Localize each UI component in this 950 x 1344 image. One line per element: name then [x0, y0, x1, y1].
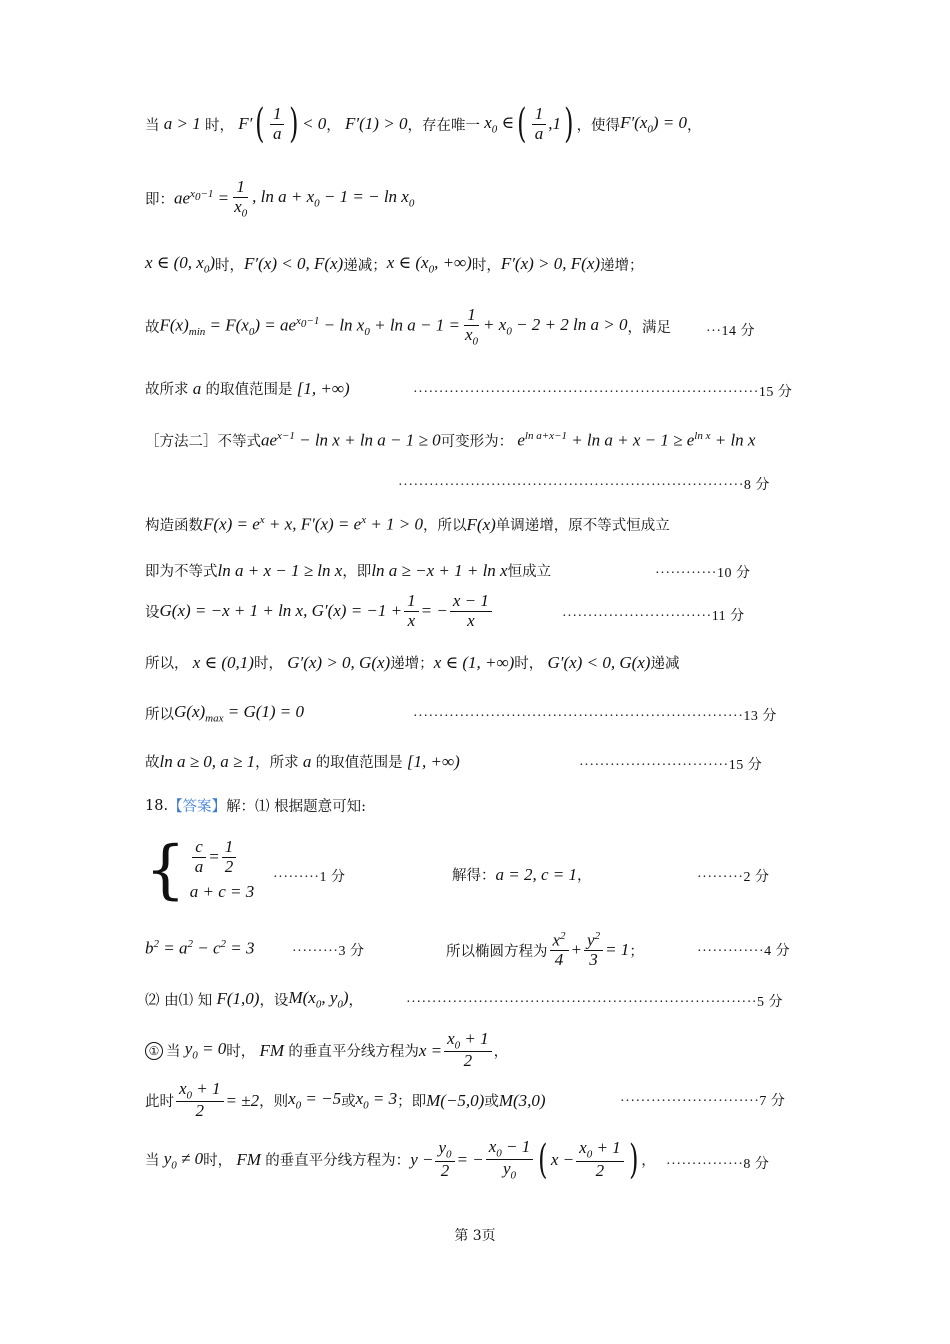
- math: $y_0 \ne 0$: [159, 1148, 204, 1172]
- math: $ae^{x_0-1}$ =: [174, 188, 230, 208]
- paren: (: [255, 101, 265, 147]
- math: FM: [255, 1040, 289, 1060]
- fraction: $\frac{1}{x_0}$: [464, 305, 479, 348]
- line-1: [145, 101, 702, 147]
- line-17: [145, 1030, 508, 1071]
- paren: (: [517, 101, 527, 147]
- math: $G(x)_{max} = G(1) = 0$: [174, 702, 305, 725]
- line-9: [145, 592, 494, 630]
- math: FM: [232, 1149, 266, 1169]
- math: ln a ≥ −x + 1 + ln x: [371, 560, 508, 580]
- fraction: $\frac{1}{a}$: [532, 105, 547, 143]
- math: +: [570, 940, 583, 960]
- text: ，所求: [255, 755, 299, 771]
- math: F′: [233, 114, 253, 133]
- text: ［方法二］不等式: [145, 434, 261, 450]
- fraction: $\frac{x_0 - 1}{y_0}$: [486, 1138, 534, 1182]
- line-2: [145, 178, 414, 219]
- math: $y_0 = 0$: [180, 1039, 227, 1062]
- comma: ，: [577, 868, 592, 884]
- math: x ∈ (1, +∞): [433, 652, 515, 672]
- math: $F(x) = e^x + x$, $F'(x) = e^x + 1 > 0$: [203, 514, 424, 534]
- text: ，所以: [423, 518, 467, 534]
- text: 故: [145, 320, 160, 337]
- score-marker: ············10 分: [655, 566, 751, 581]
- line-3: [145, 253, 644, 275]
- text: 当: [145, 117, 160, 134]
- text: 时，: [514, 656, 544, 672]
- math: ln a + x − 1 ≥ ln x: [217, 560, 343, 580]
- math: x −: [550, 1149, 575, 1169]
- line-7: [145, 514, 670, 535]
- score-marker: ···································································15 分: [413, 385, 793, 400]
- math: F′(x) > 0, F(x): [500, 254, 601, 274]
- line-11: [145, 702, 304, 724]
- text: 递增；: [600, 257, 644, 274]
- text: 递增；: [390, 656, 434, 672]
- fraction: $\frac{1}{2}$: [222, 838, 237, 876]
- line-8: [145, 560, 551, 581]
- fraction: $\frac{x^2}{4}$: [550, 930, 569, 970]
- system-row: [190, 838, 255, 876]
- text: 的取值范围是: [315, 755, 403, 771]
- text: ，: [641, 1153, 656, 1170]
- text: 即：: [145, 192, 174, 209]
- line-19: [145, 1138, 656, 1182]
- text: 即为不等式: [145, 564, 218, 580]
- line-5: [145, 378, 350, 399]
- text: ，满足: [627, 320, 671, 337]
- equation-system: [145, 833, 255, 908]
- math: M(−5,0): [426, 1090, 485, 1110]
- math: a = 2, c = 1: [495, 864, 577, 884]
- score-marker: ·············4 分: [697, 944, 791, 959]
- text: 时，: [204, 117, 234, 134]
- math: =: [208, 847, 220, 867]
- math: ,1: [548, 114, 561, 133]
- math: = −: [420, 601, 448, 621]
- line-12: [145, 751, 460, 772]
- text: 当: [145, 1153, 160, 1170]
- math: $x_0 = -5$: [288, 1089, 342, 1112]
- math: $x_0 = 3$: [355, 1089, 398, 1112]
- fraction: $\frac{x_0 + 1}{2}$: [444, 1030, 492, 1071]
- math: $F'(x_0) = 0$: [620, 112, 688, 136]
- text: 时，: [203, 1153, 233, 1170]
- paren: ): [289, 101, 299, 147]
- score-marker: ·········2 分: [697, 870, 770, 885]
- math: = 1: [605, 940, 630, 960]
- math: $b^2 = a^2 - c^2 = 3$: [145, 938, 255, 958]
- math: $e^{ln a+x-1} + \ln a + x - 1 \ge e^{ln x} + \ln x$: [513, 430, 756, 450]
- math: [1, +∞): [292, 378, 350, 398]
- text: ，: [326, 117, 341, 134]
- text: ，: [687, 117, 702, 134]
- math: G′(x) < 0, G(x): [543, 652, 651, 672]
- math: + $x_0 - 2 + 2$ ln a > 0: [483, 315, 628, 338]
- text: 可变形为：: [440, 434, 514, 450]
- math: , $\ln a + x_0 - 1$ = − $\ln x_0$: [252, 187, 415, 210]
- text: ，存在唯一: [407, 117, 480, 134]
- fraction: $\frac{y_0}{2}$: [435, 1139, 454, 1180]
- paren: ): [564, 101, 574, 147]
- text: 或: [484, 1094, 499, 1111]
- brace: {: [145, 833, 186, 908]
- text: 所以椭圆方程为: [446, 943, 548, 960]
- text: ，则: [259, 1094, 289, 1111]
- math: [1, +∞): [402, 751, 460, 771]
- math: = ±2: [225, 1090, 260, 1110]
- math: F′(x) < 0, F(x): [244, 254, 344, 274]
- math: G(x) = −x + 1 + ln x, G′(x) = −1 +: [159, 601, 403, 621]
- text: 当: [166, 1044, 181, 1061]
- fraction: $\frac{1}{x_0}$: [234, 177, 248, 220]
- math: $ae^{x-1} - \ln x + \ln a - 1 \ge 0$: [261, 430, 441, 450]
- math: F(x): [466, 514, 496, 534]
- text: ⑵ 由⑴ 知: [145, 992, 213, 1009]
- paren: ): [628, 1136, 639, 1183]
- math: $M(x_0$, $y_0$): [288, 988, 349, 1011]
- text: 故所求: [145, 382, 189, 398]
- math: a: [188, 378, 206, 398]
- text: ，: [493, 1044, 509, 1061]
- text: 解：⑴ 根据题意可知:: [226, 799, 367, 815]
- score-marker: ································································13 分: [413, 709, 777, 724]
- text: 18.: [145, 797, 169, 814]
- text: 设: [145, 604, 160, 621]
- text: 此时: [145, 1094, 174, 1111]
- score-marker: ···························7 分: [620, 1094, 786, 1109]
- score-marker: ···································································8 分: [398, 478, 770, 493]
- fraction: $\frac{1}{a}$: [270, 105, 285, 143]
- text: 的垂直平分线方程为: [288, 1044, 419, 1061]
- text: 故: [145, 755, 160, 771]
- line-16: [145, 988, 363, 1010]
- text: 所以，: [145, 656, 189, 672]
- text: ，设: [259, 992, 289, 1009]
- score-marker: ·········1 分: [273, 870, 346, 885]
- text: ，: [348, 992, 364, 1009]
- solve-line: [452, 864, 592, 885]
- fraction: $\frac{x_0 + 1}{2}$: [176, 1080, 224, 1121]
- fraction: $\frac{1}{x}$: [404, 592, 419, 630]
- text: 时，: [253, 656, 283, 672]
- line-6: [145, 430, 755, 451]
- line-15: [145, 938, 255, 959]
- math: x ∈ ($x_0$, +∞): [386, 253, 472, 276]
- text: 递减: [650, 656, 680, 672]
- fraction: $\frac{y^2}{3}$: [584, 930, 603, 970]
- math: ln a ≥ 0, a ≥ 1: [159, 751, 256, 771]
- text: ，即: [342, 564, 372, 580]
- text: ；即: [397, 1094, 427, 1111]
- math: x ∈ (0,1): [188, 652, 254, 672]
- text: 单调递增，原不等式恒成立: [495, 518, 670, 534]
- score-marker: ·····························15 分: [579, 758, 763, 773]
- score-marker: ···14 分: [706, 324, 755, 339]
- line-10: [145, 652, 679, 673]
- page-number: 第 3页: [454, 1228, 496, 1244]
- text: 时，: [215, 257, 245, 274]
- fraction: $\frac{x - 1}{x}$: [450, 592, 492, 630]
- fraction: $\frac{c}{a}$: [192, 838, 207, 876]
- math: M(3,0): [498, 1090, 546, 1110]
- circled-number: ①: [145, 1042, 163, 1060]
- math: a > 1: [159, 114, 205, 133]
- text: 的取值范围是: [205, 382, 293, 398]
- math: F(1,0): [212, 989, 260, 1009]
- text: 构造函数: [145, 518, 203, 534]
- paren: (: [538, 1136, 548, 1183]
- text: 解得：: [452, 868, 496, 884]
- math: = −: [456, 1149, 484, 1169]
- text: 时，: [226, 1044, 256, 1061]
- math: $x_0$ ∈: [479, 112, 515, 136]
- math: x =: [418, 1040, 443, 1060]
- text: 的垂直平分线方程为：: [265, 1153, 411, 1170]
- text: 所以: [145, 706, 174, 723]
- system-rows: [190, 838, 255, 902]
- text: ，使得: [576, 117, 621, 134]
- line-18: [145, 1080, 546, 1121]
- score-marker: ·····························11 分: [562, 609, 745, 624]
- line-13: [145, 795, 366, 816]
- score-marker: ···············8 分: [666, 1157, 770, 1172]
- score-marker: ····································································5 分: [406, 995, 784, 1010]
- text: 时，: [471, 257, 501, 274]
- math: $F(x)_{min} = F(x_0) = ae^{x_0-1} - \ln x_0 + \ln a - 1$ =: [159, 315, 460, 339]
- score-marker: ·········3 分: [292, 944, 365, 959]
- text: 递减；: [343, 257, 387, 274]
- math: y −: [410, 1149, 434, 1169]
- math: a: [298, 751, 316, 771]
- answer-tag: 【答案】: [168, 799, 227, 815]
- fraction: $\frac{x_0 + 1}{2}$: [576, 1139, 624, 1180]
- line-4: [145, 306, 671, 347]
- math: < 0: [302, 114, 327, 133]
- text: 恒成立: [507, 564, 552, 580]
- text: 或: [341, 1094, 356, 1111]
- math: x ∈ (0, $x_0$): [145, 253, 216, 276]
- math: G′(x) > 0, G(x): [282, 652, 391, 672]
- ellipse-line: [446, 930, 644, 970]
- system-row: a + c = 3: [189, 882, 255, 902]
- math: F′(1) > 0: [340, 114, 408, 133]
- semicolon: ；: [629, 943, 644, 960]
